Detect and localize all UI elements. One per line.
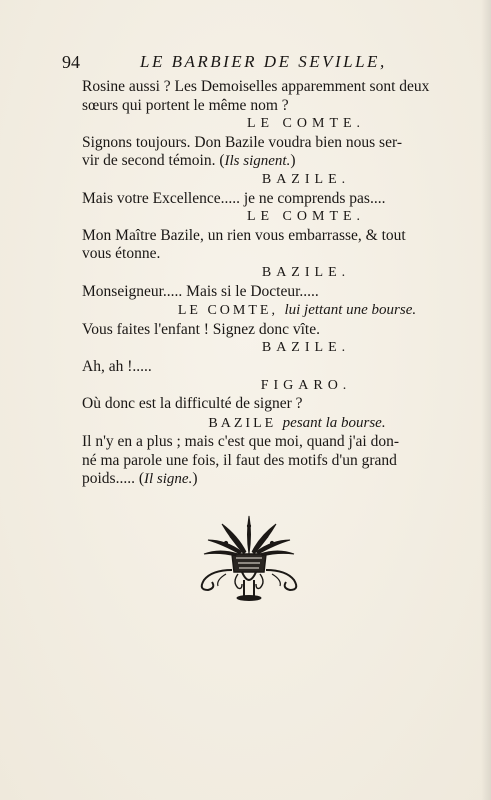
- speaker-name: [82, 208, 482, 227]
- dialogue-line: [82, 283, 482, 302]
- speaker-label: LE COMTE.: [246, 116, 366, 132]
- dialogue-text: Où donc est la difficulté de signer ?: [82, 395, 303, 413]
- dialogue-text: poids..... (: [82, 470, 144, 488]
- page-header: [62, 52, 472, 78]
- dialogue-line: [82, 452, 482, 471]
- dialogue-line: [82, 134, 482, 153]
- dialogue-line: [82, 470, 482, 489]
- stage-direction: Il signe.: [144, 471, 193, 488]
- speaker-label: BAZILE.: [261, 340, 351, 356]
- speaker-name: [82, 264, 482, 283]
- speaker-name: [82, 377, 482, 396]
- dialogue-text: Mais votre Excellence..... je ne comprends pas....: [82, 189, 386, 207]
- speaker-label: BAZILE.: [261, 171, 351, 187]
- speaker-with-direction: [82, 414, 482, 434]
- dialogue-text: Mon Maître Bazile, un rien vous embarrasse, & tout: [82, 226, 406, 244]
- floral-vignette-icon: [186, 510, 312, 602]
- dialogue-text: Ah, ah !.....: [82, 357, 152, 375]
- speaker-label: LE COMTE,: [177, 303, 278, 319]
- speaker-label: LE COMTE.: [246, 209, 366, 225]
- dialogue-line: [82, 433, 482, 452]
- speaker-label: BAZILE.: [261, 264, 351, 280]
- dialogue-line: [82, 152, 482, 171]
- dialogue-line: [82, 358, 482, 377]
- dialogue-text: vous étonne.: [82, 245, 161, 263]
- dialogue-line: [82, 97, 482, 116]
- stage-direction: lui jettant une bourse.: [284, 302, 417, 319]
- dialogue-line: [82, 321, 482, 340]
- dialogue-line: [82, 395, 482, 414]
- dialogue-text: sœurs qui portent le même nom ?: [82, 96, 289, 114]
- page-number: 94: [62, 52, 80, 72]
- stage-direction: pesant la bourse.: [282, 414, 386, 431]
- speaker-label: FIGARO.: [260, 377, 352, 393]
- closing-paren: ): [290, 152, 296, 170]
- dialogue-text: Monseigneur..... Mais si le Docteur.....: [82, 282, 319, 300]
- dialogue-line: [82, 227, 482, 246]
- dialogue-text: Rosine aussi ? Les Demoiselles apparemment sont deux: [82, 78, 430, 95]
- dialogue-text: Signons toujours. Don Bazile voudra bien nous ser-: [82, 133, 402, 151]
- speaker-name: [82, 115, 482, 134]
- speaker-with-direction: [82, 301, 482, 321]
- dialogue-line: [82, 78, 482, 97]
- dialogue-text: vir de second témoin. (: [82, 152, 225, 170]
- dialogue-text: né ma parole une fois, il faut des motifs d'un grand: [82, 451, 397, 469]
- dialogue-line: [82, 190, 482, 209]
- speaker-name: [82, 171, 482, 190]
- closing-paren: ): [192, 470, 198, 488]
- page-gutter-shadow: [481, 0, 491, 800]
- dialogue-text: Vous faites l'enfant ! Signez donc vîte.: [82, 320, 320, 338]
- speaker-name: [82, 339, 482, 358]
- dialogue-text: Il n'y en a plus ; mais c'est que moi, quand j'ai don-: [82, 433, 400, 451]
- speaker-label: BAZILE: [208, 415, 277, 431]
- stage-direction: Ils signent.: [224, 153, 291, 170]
- running-title: LE BARBIER DE SEVILLE,: [140, 52, 387, 71]
- dialogue-line: [82, 245, 482, 264]
- play-text: [82, 78, 482, 489]
